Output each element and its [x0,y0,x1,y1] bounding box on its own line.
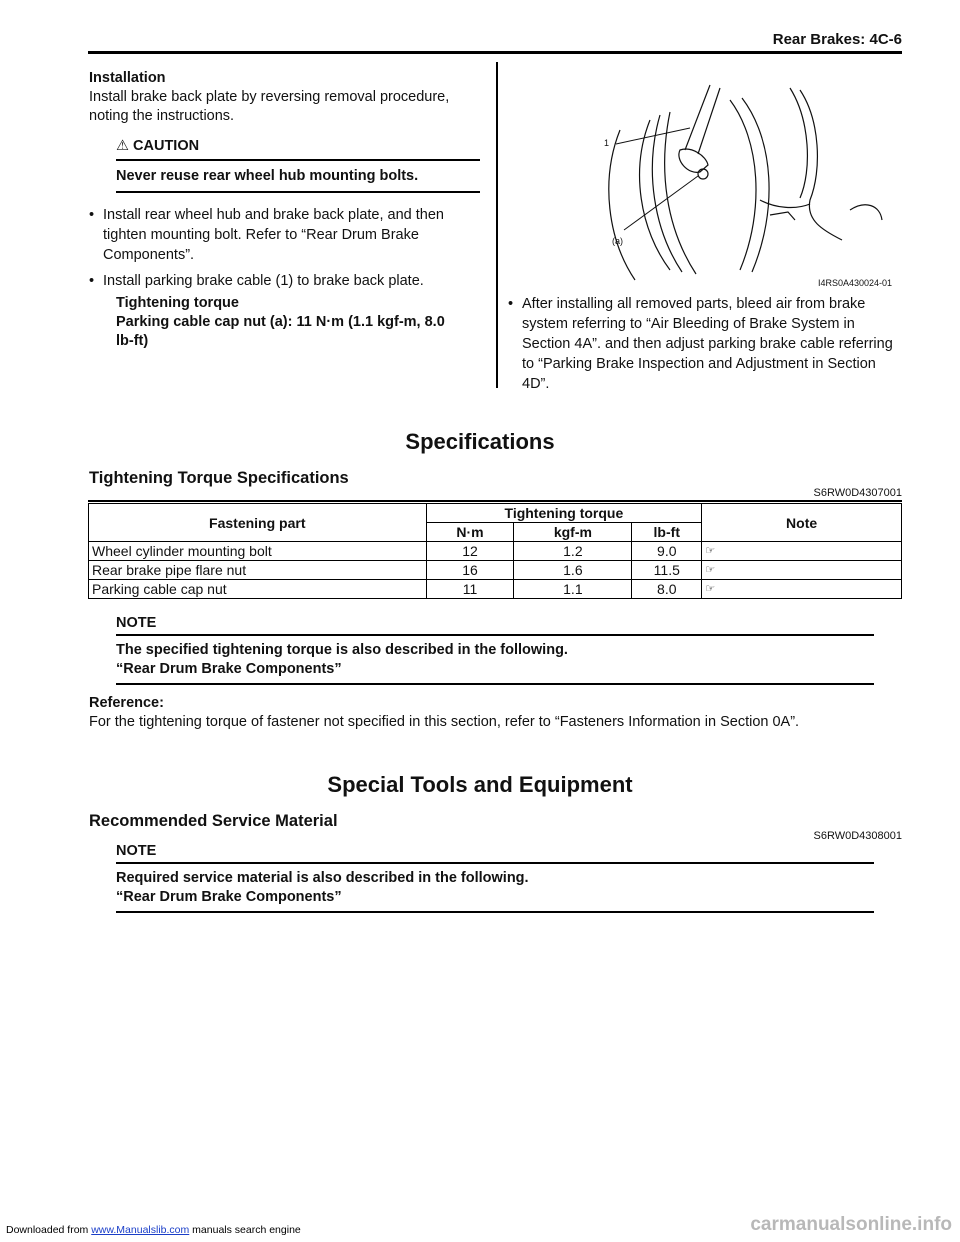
figure-linework [609,85,882,280]
watermark: carmanualsonline.info [750,1214,952,1235]
torque-value-line2: lb-ft) [116,333,149,349]
figure-code: I4RS0A430024-01 [818,278,893,288]
tools-note-top-rule [116,862,874,864]
subtitle-rule [88,500,902,502]
installation-step-1: • Install rear wheel hub and brake back plate, and then tighten mounting bolt. Refer to “Rear Drum Brake Components”. [89,205,481,265]
caution-text: Never reuse rear wheel hub mounting bolts. [116,168,419,184]
table-row [89,542,902,561]
reference-icon[interactable]: ☞ [702,561,902,580]
reference-label: Reference: [89,695,164,711]
page-header-title: Rear Brakes: 4C-6 [772,31,902,48]
special-tools-title: Special Tools and Equipment [327,772,633,797]
cell-nm: 12 [426,542,514,561]
col-lb-ft: lb-ft [632,523,702,542]
spec-note-bottom-rule [116,683,874,685]
cell-part: Parking cable cap nut [89,580,427,599]
torque-spec-table [88,503,902,599]
cell-lbft: 9.0 [632,542,702,561]
spec-note-line1: The specified tightening torque is also described in the following. [116,642,568,658]
specifications-title: Specifications [405,429,555,454]
col-tightening-torque: Tightening torque [426,504,702,523]
cell-kgf: 1.2 [514,542,632,561]
cell-part: Rear brake pipe flare nut [89,561,427,580]
header-rule [88,51,902,54]
cell-nm: 16 [426,561,514,580]
installation-intro-line2: noting the instructions. [89,108,235,124]
installation-step-2: • Install parking brake cable (1) to brake back plate. [89,271,481,291]
col-fastening-part: Fastening part [89,504,427,542]
caution-title [116,138,199,154]
torque-heading: Tightening torque [116,295,239,311]
reference-icon[interactable]: ☞ [702,542,902,561]
cell-nm: 11 [426,580,514,599]
table-header-row [89,504,902,523]
footer-suffix: manuals search engine [189,1224,301,1236]
cell-part: Wheel cylinder mounting bolt [89,542,427,561]
caution-top-rule [116,159,480,161]
tightening-torque-subtitle: Tightening Torque Specifications [89,469,349,487]
manualslib-link[interactable]: www.Manualslib.com [91,1224,190,1236]
footer-prefix: Downloaded from [6,1224,92,1236]
download-footer [6,1224,301,1236]
col-kgf-m: kgf-m [514,523,632,542]
cell-lbft: 11.5 [632,561,702,580]
caution-label: CAUTION [133,138,200,154]
spec-note-label: NOTE [116,615,157,631]
column-divider [496,62,498,388]
recommended-material-subtitle: Recommended Service Material [89,812,338,830]
installation-intro-line1: Install brake back plate by reversing removal procedure, [89,89,450,105]
installation-heading: Installation [89,70,166,86]
spec-note-line2: “Rear Drum Brake Components” [116,661,342,677]
cell-lbft: 8.0 [632,580,702,599]
warning-triangle-icon: ⚠ [116,138,129,154]
spec-note-top-rule [116,634,874,636]
parking-cable-figure [560,80,910,290]
figure-label-a: (a) [612,236,623,246]
reference-text: For the tightening torque of fastener not specified in this section, refer to “Fasteners Information in Section 0A”. [89,714,800,730]
tools-note-line1: Required service material is also described in the following. [116,870,529,886]
caution-bottom-rule [116,191,480,193]
tools-note-label: NOTE [116,843,157,859]
tightening-torque-code: S6RW0D4307001 [813,487,902,499]
table-row [89,580,902,599]
tools-note-bottom-rule [116,911,874,913]
right-steps [508,294,902,400]
table-row [89,561,902,580]
leader-line-a [624,176,698,230]
torque-value-line1: Parking cable cap nut (a): 11 N·m (1.1 kgf-m, 8.0 [116,314,445,330]
col-note: Note [702,504,902,542]
tools-note-line2: “Rear Drum Brake Components” [116,889,342,905]
reference-icon[interactable]: ☞ [702,580,902,599]
col-nm: N·m [426,523,514,542]
figure-label-1: 1 [604,138,610,148]
leader-line-1 [616,128,690,144]
cell-kgf: 1.6 [514,561,632,580]
right-step-1: • After installing all removed parts, bleed air from brake system referring to “Air Bleeding of Brake System in Section 4A”. and then adjust parking brake cable referring to “Parking Brake Inspection and Adjustment in Section 4D”. [508,294,902,394]
cell-kgf: 1.1 [514,580,632,599]
recommended-material-code: S6RW0D4308001 [813,830,902,842]
installation-steps [89,205,481,297]
